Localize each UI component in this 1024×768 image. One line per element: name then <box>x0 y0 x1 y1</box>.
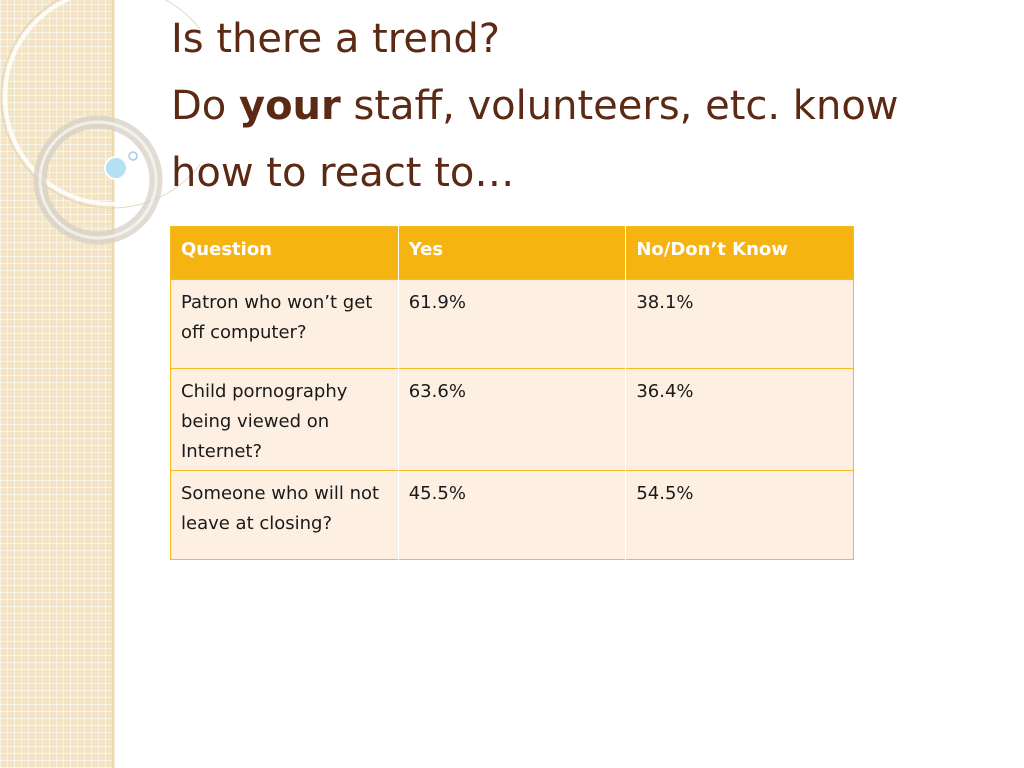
slide-title <box>171 6 1001 207</box>
title-line-2-emphasis: your <box>239 83 341 129</box>
no-cell: 54.5% <box>626 471 854 560</box>
header-question: Question <box>171 227 399 280</box>
table-row <box>171 369 854 471</box>
title-line-2-suffix: staff, volunteers, etc. know <box>340 83 899 129</box>
blue-bubble-ornament <box>105 157 127 179</box>
header-no-dont-know: No/Don’t Know <box>626 227 854 280</box>
no-cell: 36.4% <box>626 369 854 471</box>
small-ring-highlight-ornament <box>40 122 156 238</box>
yes-cell: 45.5% <box>398 471 626 560</box>
table-header-row <box>171 227 854 280</box>
table-row <box>171 471 854 560</box>
title-line-1: Is there a trend? <box>171 16 500 62</box>
table-row <box>171 280 854 369</box>
question-cell: Patron who won’t get off computer? <box>171 280 399 369</box>
no-cell: 38.1% <box>626 280 854 369</box>
yes-cell: 63.6% <box>398 369 626 471</box>
header-yes: Yes <box>398 227 626 280</box>
title-line-3: how to react to… <box>171 150 515 196</box>
question-cell: Child pornography being viewed on Internet? <box>171 369 399 471</box>
title-line-2-prefix: Do <box>171 83 239 129</box>
question-cell: Someone who will not leave at closing? <box>171 471 399 560</box>
yes-cell: 61.9% <box>398 280 626 369</box>
small-bubble-ornament <box>129 152 137 160</box>
survey-results-table <box>170 226 854 560</box>
